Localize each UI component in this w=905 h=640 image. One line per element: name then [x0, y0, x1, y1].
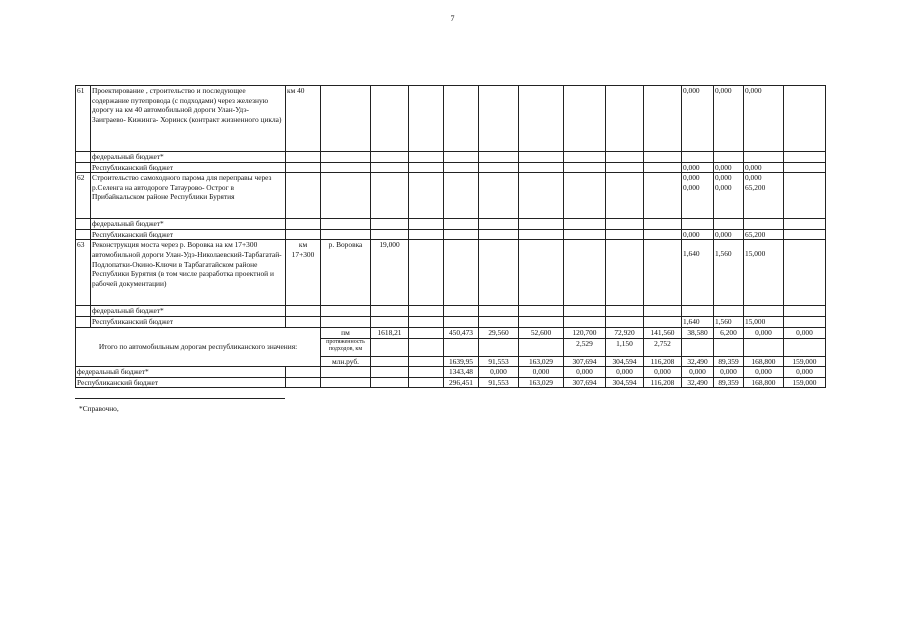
total-pm-value: 1618,21: [371, 327, 409, 338]
total-pm-value: 450,473: [444, 327, 479, 338]
value-cell: 0,000: [714, 86, 744, 152]
total-money-value: 304,594: [606, 356, 644, 367]
total-fed-value: 0,000: [744, 367, 784, 378]
budget-label: федеральный бюджет*: [91, 219, 286, 230]
total-length-value: 1,150: [606, 338, 644, 356]
budget-label: Республиканский бюджет: [91, 229, 286, 240]
total-unit-pm: пм: [321, 327, 371, 338]
total-rep-value: 116,208: [644, 377, 682, 388]
total-pm-value: 38,580: [682, 327, 714, 338]
value-cell: 0,000: [744, 86, 784, 152]
total-rep-value: 163,029: [519, 377, 564, 388]
value-cell: 15,000: [744, 316, 784, 327]
value-cell: 0,000: [714, 229, 744, 240]
budget-table: [75, 85, 826, 388]
total-pm-value: 6,200: [714, 327, 744, 338]
footnote: *Справочно,: [79, 404, 119, 413]
value-cell: 0,000: [715, 182, 732, 192]
total-pm-value: 141,560: [644, 327, 682, 338]
value-cell: 1,560: [714, 316, 744, 327]
row-number: 62: [76, 173, 91, 219]
project-unit: км 40: [286, 86, 321, 152]
total-fed-value: 0,000: [784, 367, 826, 378]
total-fed-value: 1343,48: [444, 367, 479, 378]
value-cell: 65,200: [744, 229, 784, 240]
value-cell: 0,000: [683, 173, 700, 183]
table-row: [76, 86, 826, 152]
project-title: Проектирование , строительство и последующее содержание путепровода (с подходами) через железную дорогу на км 40 автомобильной дороги Улан-Удэ- Заиграево- Кижинга- Хоринск (контракт жизненного цикла): [91, 86, 286, 152]
value-cell: 0,000: [682, 162, 714, 173]
footnote-divider: [75, 398, 285, 399]
value-cell: 0,000: [682, 86, 714, 152]
total-fed-value: 0,000: [644, 367, 682, 378]
total-rep-value: 304,594: [606, 377, 644, 388]
value-cell: 0,000: [683, 182, 700, 192]
table-row: [76, 219, 826, 230]
total-pm-value: 29,560: [479, 327, 519, 338]
table-row: [76, 316, 826, 327]
budget-label: федеральный бюджет*: [91, 152, 286, 163]
row-number: 63: [76, 240, 91, 306]
budget-label: Республиканский бюджет: [76, 377, 286, 388]
total-rep-value: 91,553: [479, 377, 519, 388]
value-cell: 15,000: [744, 240, 784, 306]
value-cell: 0,000: [714, 162, 744, 173]
total-money-value: 307,694: [564, 356, 606, 367]
project-title: Реконструкция моста через р. Воровка на км 17+300 автомобильной дороги Улан-Удэ-Николаевский-Тарбагатай-Подлопатки-Окино-Ключи в Тарбагатайском районе Республики Бурятия (в том числе разработка проектной и рабочей документации): [91, 240, 286, 306]
table-row: [76, 229, 826, 240]
total-length-value: 2,529: [564, 338, 606, 356]
table-row: [76, 152, 826, 163]
value-cell: 0,000: [715, 173, 732, 183]
value-cell: 1,640: [682, 240, 714, 306]
project-title: Строительство самоходного парома для переправы через р.Селенга на автодороге Татаурово- Острог в Прибайкальском районе Республики Бурятия: [91, 173, 286, 219]
total-unit-money: млн.руб.: [321, 356, 371, 367]
total-money-value: 1639,95: [444, 356, 479, 367]
total-rep-value: 168,800: [744, 377, 784, 388]
row-number: 61: [76, 86, 91, 152]
table-row: [76, 173, 826, 219]
total-money-value: 159,000: [784, 356, 826, 367]
total-fed-value: 0,000: [682, 367, 714, 378]
total-rep-value: 159,000: [784, 377, 826, 388]
total-pm-value: 72,920: [606, 327, 644, 338]
total-pm-row: [76, 327, 826, 338]
total-rep-value: 32,490: [682, 377, 714, 388]
total-pm-value: 120,700: [564, 327, 606, 338]
total-rep-value: 307,694: [564, 377, 606, 388]
total-fed-value: 0,000: [564, 367, 606, 378]
total-fed-value: 0,000: [479, 367, 519, 378]
total-rep-row: [76, 377, 826, 388]
total-pm-value: 0,000: [744, 327, 784, 338]
budget-label: Республиканский бюджет: [91, 316, 286, 327]
total-rep-value: 89,359: [714, 377, 744, 388]
total-pm-value: 52,600: [519, 327, 564, 338]
total-money-value: 32,490: [682, 356, 714, 367]
budget-label: Республиканский бюджет: [91, 162, 286, 173]
total-pm-value: 0,000: [784, 327, 826, 338]
total-length-value: 2,752: [644, 338, 682, 356]
total-fed-value: 0,000: [606, 367, 644, 378]
table-row: [76, 162, 826, 173]
budget-label: федеральный бюджет*: [76, 367, 286, 378]
table-row: [76, 306, 826, 317]
total-fed-row: [76, 367, 826, 378]
table-row: [76, 240, 826, 306]
length-value: 19,000: [371, 240, 409, 306]
project-unit: км 17+300: [286, 240, 321, 306]
total-money-value: 89,359: [714, 356, 744, 367]
total-unit-length: протяженность подходов, км: [321, 338, 371, 356]
total-label: Итого по автомобильным дорогам республиканского значения:: [76, 327, 321, 367]
value-cell: 0,000: [682, 229, 714, 240]
total-rep-value: 296,451: [444, 377, 479, 388]
total-fed-value: 0,000: [519, 367, 564, 378]
total-money-value: 116,208: [644, 356, 682, 367]
total-money-value: 91,553: [479, 356, 519, 367]
value-cell: 65,200: [745, 182, 766, 192]
value-cell: 0,000: [744, 162, 784, 173]
value-cell: 0,000: [745, 173, 762, 183]
total-money-value: 163,029: [519, 356, 564, 367]
total-fed-value: 0,000: [714, 367, 744, 378]
river-name: р. Воровка: [321, 240, 371, 306]
page-number: 7: [450, 14, 455, 23]
value-cell: 1,560: [714, 240, 744, 306]
budget-label: федеральный бюджет*: [91, 306, 286, 317]
value-cell: 1,640: [682, 316, 714, 327]
total-money-value: 168,800: [744, 356, 784, 367]
